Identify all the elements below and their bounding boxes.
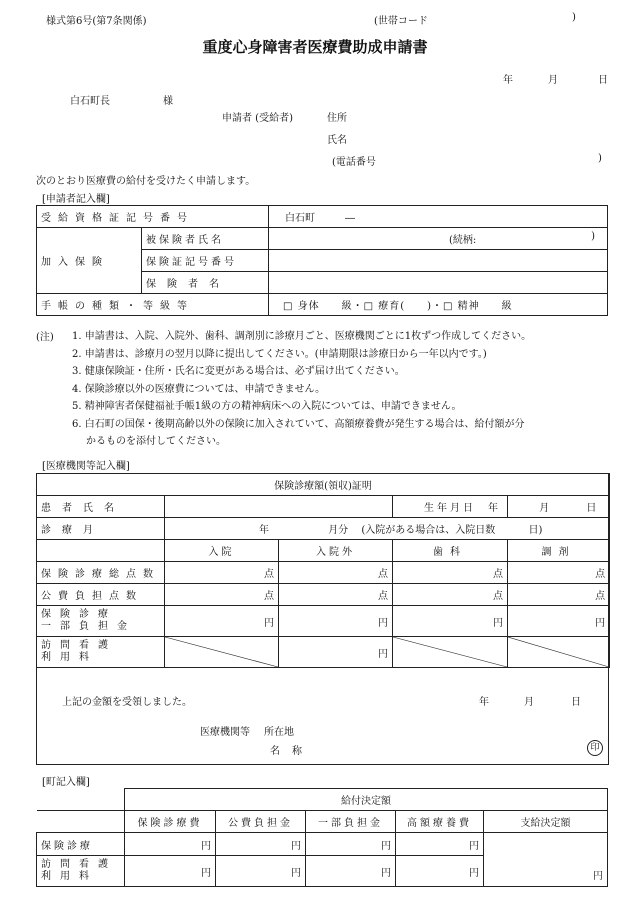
notes-list	[72, 328, 531, 451]
date-month: 月	[548, 75, 558, 86]
row-nursing-label: 訪問看護 利用料	[37, 856, 125, 887]
total-points-inpatient[interactable]: 点	[165, 562, 279, 584]
applicant-label: 申請者 (受給者)	[222, 113, 293, 124]
row1-copayment[interactable]: 円	[306, 833, 396, 856]
decided-amount-field[interactable]: 円	[484, 833, 608, 887]
public-points-pharmacy[interactable]: 点	[508, 584, 610, 606]
row2-high-cost[interactable]: 円	[396, 856, 484, 887]
birth-field[interactable]: 年 月 日	[508, 496, 610, 518]
handbook-value[interactable]: □ 身体 級・□ 療育( )・□ 精神 級	[269, 294, 608, 316]
note-item: 6. 白石町の国保・後期高齢以外の保険に加入されていて、高額療養費が発生する場合は、給付額が分	[72, 418, 525, 430]
notes-prefix: (注)	[36, 332, 54, 343]
col-copayment: 一部負担金	[306, 811, 396, 833]
treatment-month-label: 診療月	[37, 518, 165, 540]
received-month: 月	[524, 697, 534, 708]
cert-value[interactable]: 白石町 ―	[269, 206, 608, 228]
handbook-label: 手帳の種類・等級等	[37, 294, 269, 316]
nursing-inpatient-crossed	[165, 637, 279, 668]
applicant-table	[36, 205, 608, 316]
received-year: 年	[479, 697, 489, 708]
copay-label: 保険診療 一部負担金	[37, 606, 165, 637]
note-item: 1. 申請書は、入院、入院外、歯科、調剤別に診療月ごと、医療機関ごとに1枚ずつ作成してください。	[72, 331, 532, 342]
public-points-outpatient[interactable]: 点	[279, 584, 393, 606]
nursing-pharmacy-crossed	[508, 637, 610, 668]
insurer-label: 保険者名	[142, 272, 269, 294]
patient-name-field[interactable]	[165, 496, 393, 518]
nursing-dental-crossed	[393, 637, 508, 668]
column-header-pharmacy: 調剤	[508, 540, 610, 562]
row1-high-cost[interactable]: 円	[396, 833, 484, 856]
public-points-dental[interactable]: 点	[393, 584, 508, 606]
town-table-corner	[37, 789, 125, 811]
nursing-outpatient[interactable]: 円	[279, 637, 393, 668]
intro-text: 次のとおり医療費の給付を受けたく申請します。	[36, 176, 256, 187]
col-decided-amount: 支給決定額	[484, 811, 608, 833]
benefit-title: 給付決定額	[125, 789, 608, 811]
insured-name-field[interactable]: (続柄: )	[269, 228, 608, 250]
page-title: 重度心身障害者医療費助成申請書	[202, 38, 428, 56]
phone-close: )	[598, 153, 602, 164]
note-item: 4. 保険診療以外の医療費については、申請できません。	[72, 383, 326, 395]
column-header-inpatient: 入院	[165, 540, 279, 562]
insurance-no-field[interactable]	[269, 250, 608, 272]
copay-pharmacy[interactable]: 円	[508, 606, 610, 637]
date-year: 年	[503, 75, 513, 86]
applicant-section-heading: [申請者記入欄]	[42, 194, 110, 205]
total-points-pharmacy[interactable]: 点	[508, 562, 610, 584]
copay-dental[interactable]: 円	[393, 606, 508, 637]
insurer-field[interactable]	[269, 272, 608, 294]
date-day: 日	[598, 75, 608, 86]
note-item: かるものを添付してください。	[86, 436, 226, 447]
insured-name-label: 被保険者氏名	[142, 228, 269, 250]
copay-outpatient[interactable]: 円	[279, 606, 393, 637]
row1-public-burden[interactable]: 円	[216, 833, 306, 856]
medical-table	[36, 473, 610, 668]
copay-inpatient[interactable]: 円	[165, 606, 279, 637]
phone-label: (電話番号	[332, 157, 376, 168]
row-insurance-medical-label: 保険診療	[37, 833, 125, 856]
addressee-sama: 様	[163, 96, 173, 107]
treatment-month-field[interactable]: 年 月分 (入院がある場合は、入院日数 日)	[165, 518, 610, 540]
row1-insurance-medical[interactable]: 円	[125, 833, 216, 856]
row2-copayment[interactable]: 円	[306, 856, 396, 887]
total-points-outpatient[interactable]: 点	[279, 562, 393, 584]
medical-section-heading: [医療機関等記入欄]	[42, 461, 130, 472]
received-day: 日	[571, 697, 581, 708]
form-number: 様式第6号(第7条関係)	[46, 16, 147, 27]
row2-public-burden[interactable]: 円	[216, 856, 306, 887]
note-item: 3. 健康保険証・住所・氏名に変更がある場合は、必ず届け出てください。	[72, 366, 405, 377]
seal-mark: 印	[587, 740, 603, 756]
patient-name-label: 患者氏名	[37, 496, 165, 518]
col-public-burden: 公費負担金	[216, 811, 306, 833]
total-points-label: 保険診療総点数	[37, 562, 165, 584]
medical-table-title: 保険診療額(領収)証明	[37, 474, 610, 496]
birth-label: 生年月日	[393, 496, 508, 518]
institution-label: 医療機関等	[200, 727, 250, 738]
town-table-corner-2	[37, 811, 125, 833]
public-points-label: 公費負担点数	[37, 584, 165, 606]
town-section-heading: [町記入欄]	[42, 777, 90, 788]
col-high-cost: 高額療養費	[396, 811, 484, 833]
institution-name-label: 名称	[270, 746, 314, 757]
insurance-no-label: 保険証記号番号	[142, 250, 269, 272]
column-header-dental: 歯科	[393, 540, 508, 562]
household-code-close: )	[572, 12, 576, 23]
note-item: 5. 精神障害者保健福祉手帳1級の方の精神病床への入院については、申請できません。	[72, 401, 462, 412]
row2-insurance-medical[interactable]: 円	[125, 856, 216, 887]
cert-label: 受給資格証記号番号	[37, 206, 269, 228]
received-text: 上記の金額を受領しました。	[62, 697, 192, 708]
insurance-label: 加入保険	[37, 228, 142, 294]
household-code-label: (世帯コード	[374, 16, 428, 27]
town-table	[36, 788, 608, 887]
addressee: 白石町長	[70, 96, 110, 107]
public-points-inpatient[interactable]: 点	[165, 584, 279, 606]
col-insurance-medical: 保険診療費	[125, 811, 216, 833]
address-label: 住所	[327, 113, 347, 124]
column-header-outpatient: 入院外	[279, 540, 393, 562]
nursing-label: 訪問看護 利用料	[37, 637, 165, 668]
name-label: 氏名	[327, 135, 347, 146]
column-header-blank	[37, 540, 165, 562]
total-points-dental[interactable]: 点	[393, 562, 508, 584]
location-label: 所在地	[264, 727, 294, 738]
note-item: 2. 申請書は、診療月の翌月以降に提出してください。(申請期限は診療日から一年以内です。)	[72, 348, 487, 360]
